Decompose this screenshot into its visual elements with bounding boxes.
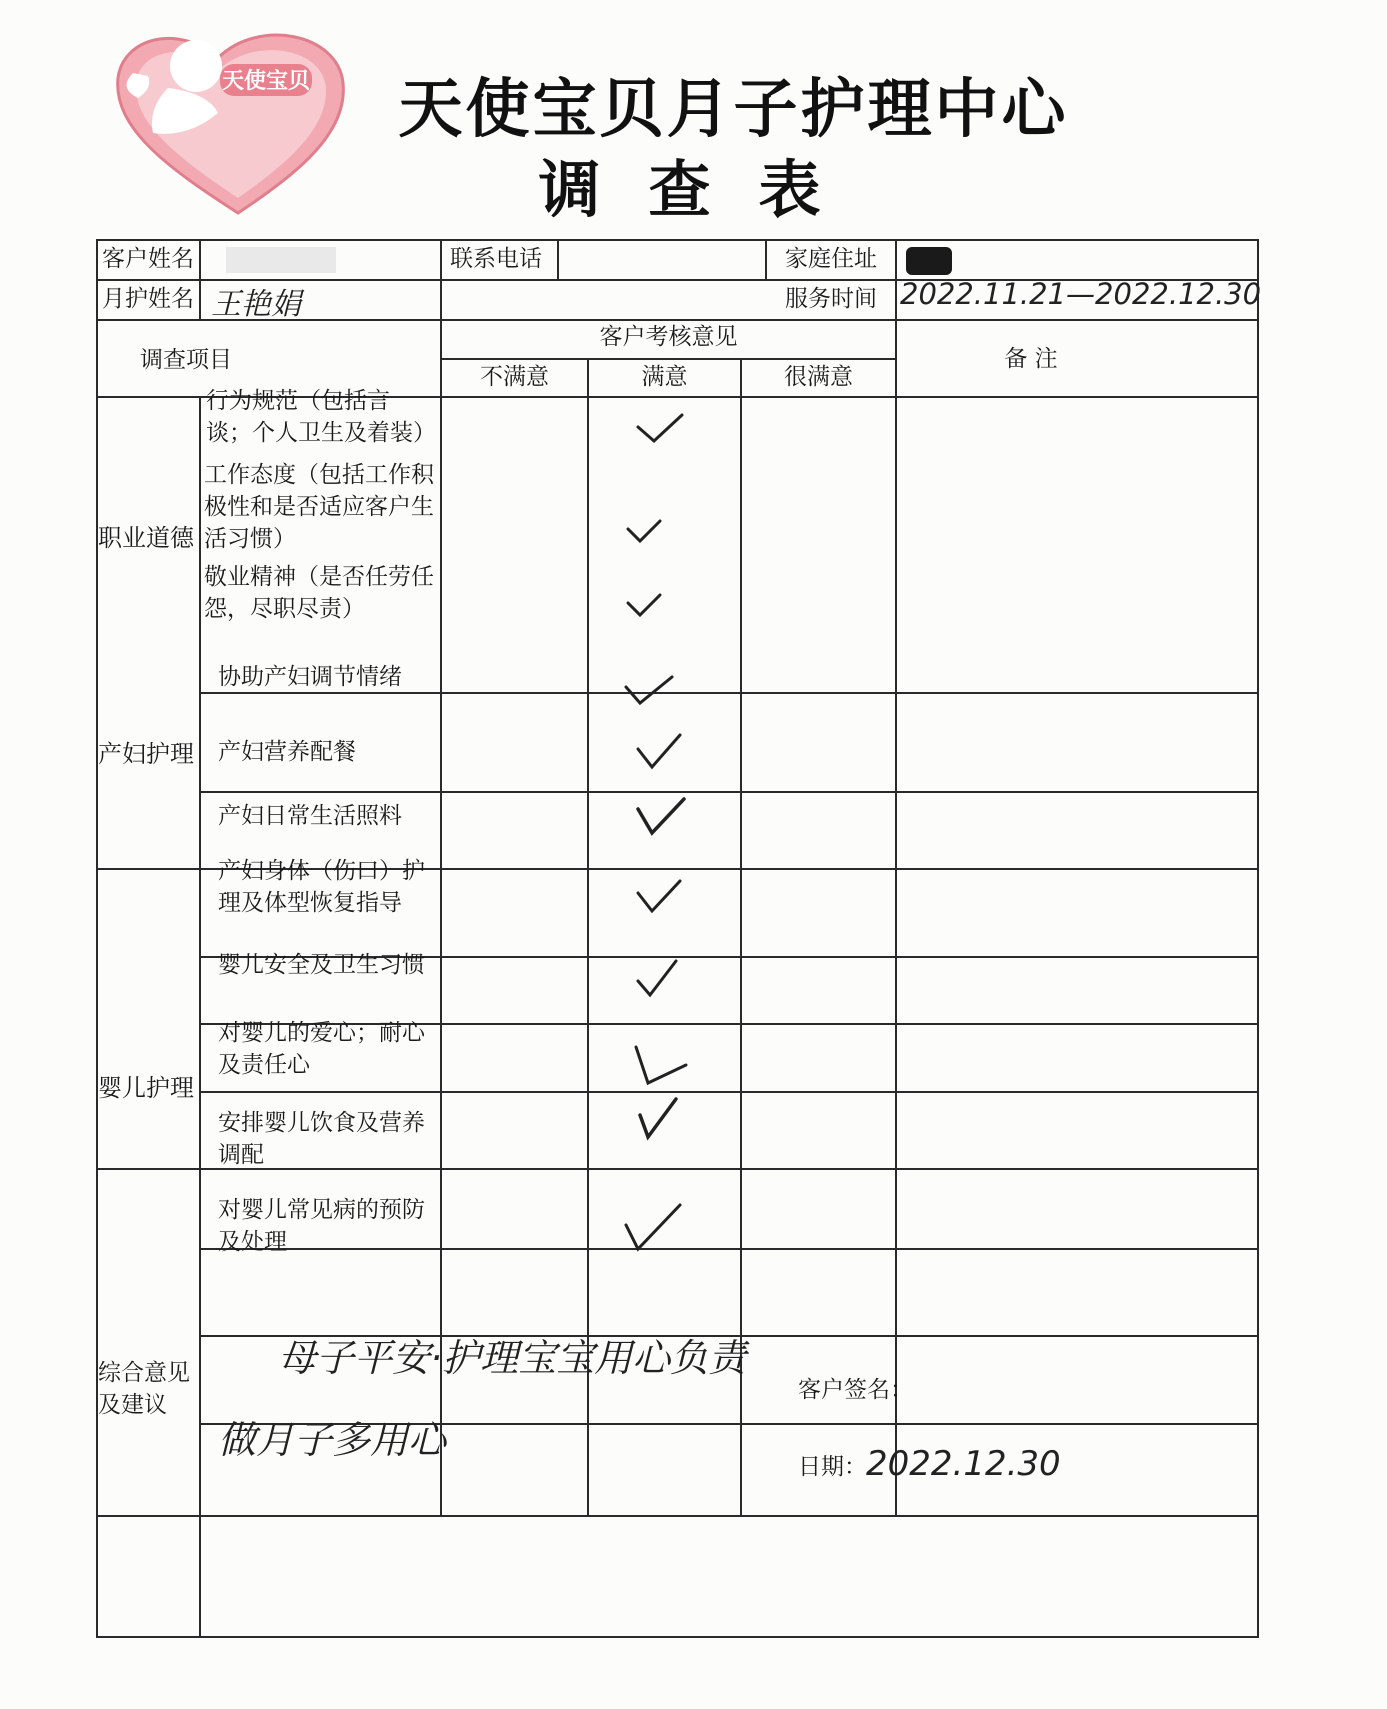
- remarks-header: 备 注: [1004, 346, 1058, 372]
- survey-item-text: 安排婴儿饮食及营养调配: [218, 1110, 425, 1168]
- service-time-value: 2022.11.21—2022.12.30: [900, 277, 1262, 311]
- survey-item-text: 产妇日常生活照料: [218, 803, 402, 829]
- date-value: 2022.12.30: [866, 1444, 1061, 1484]
- service-time-label: 服务时间: [785, 286, 877, 312]
- check-mark-icon: [634, 1097, 694, 1141]
- nurse-name-label: 月护姓名: [102, 286, 194, 312]
- address-label: 家庭住址: [785, 246, 877, 272]
- check-mark-icon: [620, 1201, 690, 1253]
- check-mark-icon: [632, 795, 692, 839]
- survey-item-text: 产妇身体（伤口）护理及体型恢复指导: [218, 858, 425, 916]
- survey-item-text: 行为规范（包括言谈；个人卫生及着装）: [206, 388, 436, 446]
- check-mark-icon: [620, 507, 680, 551]
- comment-line-1: 母子平安·护理宝宝用心负责: [278, 1336, 747, 1380]
- customer-signature-label: 客户签名：: [798, 1377, 913, 1403]
- survey-item-text: 对婴儿的爱心；耐心及责任心: [218, 1020, 425, 1078]
- survey-item-header: 调查项目: [140, 347, 232, 373]
- survey-form: [96, 239, 1262, 1639]
- page-title: 天使宝贝月子护理中心: [398, 73, 1069, 147]
- survey-item-text: 产妇营养配餐: [218, 739, 356, 765]
- check-mark-icon: [632, 407, 692, 451]
- survey-item-text: 工作态度（包括工作积极性和是否适应客户生活习惯）: [204, 462, 434, 552]
- comment-line-2: 做月子多用心: [218, 1418, 447, 1462]
- address-redacted: [906, 247, 952, 275]
- group-label-baby-care: 婴儿护理: [98, 1074, 194, 1102]
- check-mark-icon: [620, 581, 680, 625]
- survey-item-text: 婴儿安全及卫生习惯: [218, 952, 425, 978]
- page-subtitle: 调查表: [538, 153, 869, 226]
- check-mark-icon: [630, 1043, 690, 1087]
- check-mark-icon: [632, 731, 692, 775]
- date-label: 日期：: [798, 1454, 867, 1480]
- customer-name-label: 客户姓名: [102, 246, 194, 272]
- phone-label: 联系电话: [450, 246, 542, 272]
- logo-text: 天使宝贝: [221, 69, 311, 94]
- check-mark-icon: [632, 875, 692, 919]
- satisfied-header: 满意: [641, 364, 688, 390]
- survey-item-text: 敬业精神（是否任劳任怨，尽职尽责）: [204, 564, 434, 622]
- survey-item-text: 协助产妇调节情绪: [218, 664, 402, 690]
- survey-item-text: 对婴儿常见病的预防及处理: [218, 1197, 425, 1255]
- check-mark-icon: [630, 957, 690, 1001]
- customer-name-redacted: [226, 247, 336, 273]
- customer-opinion-header: 客户考核意见: [599, 324, 738, 350]
- check-mark-icon: [620, 667, 680, 711]
- nurse-name-value: 王艳娟: [211, 287, 301, 322]
- group-label-mother-care: 产妇护理: [98, 740, 194, 768]
- very-satisfied-header: 很满意: [784, 364, 853, 390]
- group-label-ethics: 职业道德: [98, 524, 194, 552]
- summary-label: 综合意见及建议: [98, 1360, 190, 1418]
- dissatisfied-header: 不满意: [480, 364, 549, 390]
